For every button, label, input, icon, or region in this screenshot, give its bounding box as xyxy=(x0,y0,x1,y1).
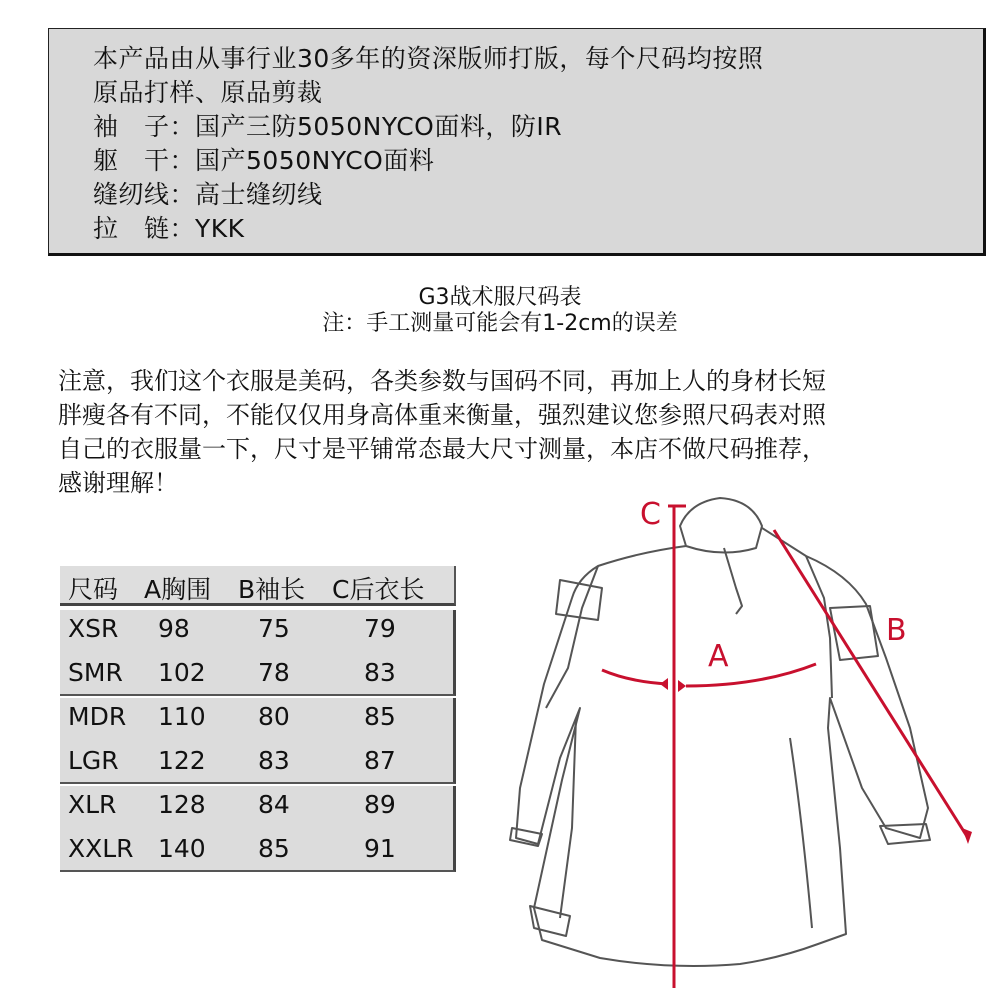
table-cell: LGR xyxy=(68,746,119,775)
label-c: C xyxy=(640,497,661,532)
chart-title: G3战术服尺码表 xyxy=(418,285,582,310)
torso-seam xyxy=(790,738,812,928)
notice-line: 注意，我们这个衣服是美码，各类参数与国码不同，再加上人的身材长短 xyxy=(58,367,826,395)
torso-seam xyxy=(560,718,576,918)
spec-line-body: 躯 干：国产5050NYCO面料 xyxy=(93,146,435,175)
arrow-a-left xyxy=(660,678,668,690)
shirt-outline xyxy=(510,498,930,966)
spec-box xyxy=(48,28,986,256)
measure-line-b xyxy=(774,530,968,838)
table-cell: 83 xyxy=(364,658,396,687)
table-cell: XSR xyxy=(68,614,119,643)
table-cell: 89 xyxy=(364,790,396,819)
shirt-measurement-diagram xyxy=(490,488,990,988)
spec-line-thread: 缝纫线：高士缝纫线 xyxy=(93,180,323,209)
table-cell: XLR xyxy=(68,790,117,819)
table-group xyxy=(60,698,456,784)
table-group xyxy=(60,610,456,696)
zipper-outline xyxy=(724,548,742,614)
table-cell: XXLR xyxy=(68,834,134,863)
sleeve-seam xyxy=(806,556,832,698)
label-a: A xyxy=(708,639,729,674)
notice-line: 自己的衣服量一下，尺寸是平铺常态最大尺寸测量，本店不做尺码推荐， xyxy=(58,435,826,463)
header-length: C后衣长 xyxy=(332,575,425,604)
spec-line-zipper: 拉 链：YKK xyxy=(93,214,245,243)
header-chest: A胸围 xyxy=(144,575,212,604)
measure-line-a-right xyxy=(686,664,816,686)
notice-line: 感谢理解！ xyxy=(58,469,178,497)
hem-tab xyxy=(530,906,570,936)
spec-line: 原品打样、原品剪裁 xyxy=(93,78,323,107)
table-cell: 84 xyxy=(258,790,290,819)
sleeve-seam xyxy=(546,566,598,708)
table-cell: 87 xyxy=(364,746,396,775)
table-cell: 80 xyxy=(258,702,290,731)
spec-line-sleeve: 袖 子：国产三防5050NYCO面料，防IR xyxy=(93,112,563,141)
table-cell: 79 xyxy=(364,614,396,643)
header-sleeve: B袖长 xyxy=(238,575,306,604)
table-cell: 85 xyxy=(364,702,396,731)
chart-note: 注：手工测量可能会有1-2cm的误差 xyxy=(322,311,678,336)
spec-line: 本产品由从事行业30多年的资深版师打版，每个尺码均按照 xyxy=(93,44,764,73)
table-cell: 85 xyxy=(258,834,290,863)
table-cell: 122 xyxy=(158,746,206,775)
measurement-annotations xyxy=(602,497,972,988)
shirt-body-outline xyxy=(516,528,928,966)
table-cell: MDR xyxy=(68,702,127,731)
table-cell: 78 xyxy=(258,658,290,687)
table-cell: 128 xyxy=(158,790,206,819)
table-cell: 91 xyxy=(364,834,396,863)
arrow-a-right xyxy=(678,680,686,692)
table-cell: SMR xyxy=(68,658,123,687)
table-group xyxy=(60,786,456,872)
header-size: 尺码 xyxy=(68,575,119,604)
sleeve-pocket xyxy=(556,580,602,620)
measure-line-a-left xyxy=(602,670,668,684)
notice-line: 胖瘦各有不同，不能仅仅用身高体重来衡量，强烈建议您参照尺码表对照 xyxy=(58,401,826,429)
table-cell: 98 xyxy=(158,614,190,643)
table-cell: 102 xyxy=(158,658,206,687)
table-cell: 75 xyxy=(258,614,290,643)
table-cell: 140 xyxy=(158,834,206,863)
table-header xyxy=(60,566,456,606)
label-b: B xyxy=(886,613,907,648)
collar-outline xyxy=(680,498,762,553)
table-cell: 83 xyxy=(258,746,290,775)
table-cell: 110 xyxy=(158,702,206,731)
arrow-b xyxy=(962,828,972,844)
